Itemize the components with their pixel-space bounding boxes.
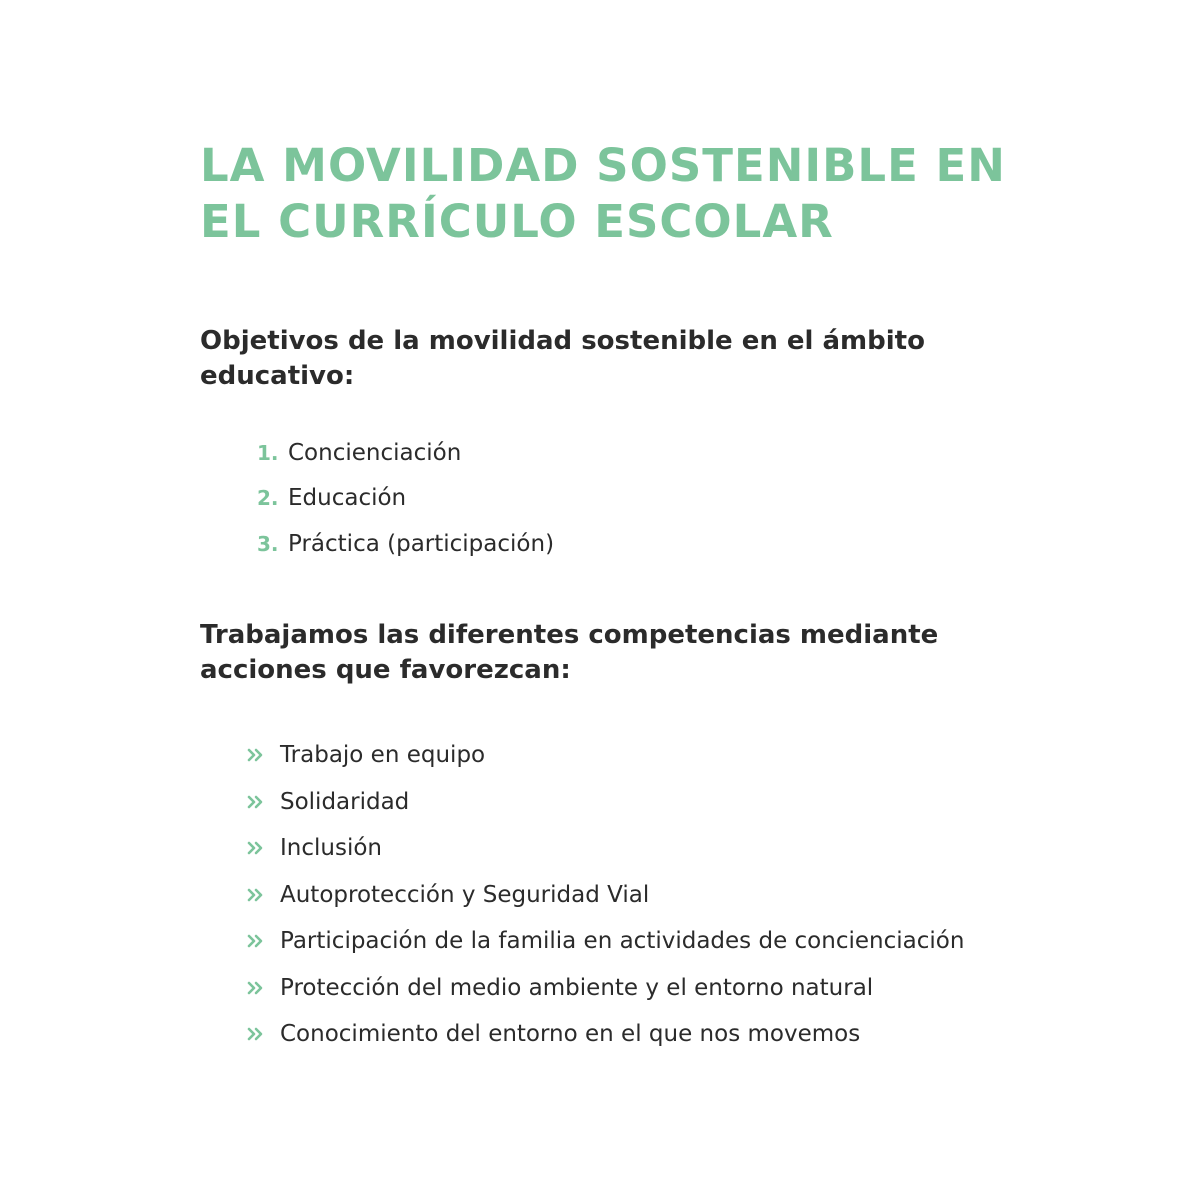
objectives-heading	[200, 324, 1100, 394]
double-chevron-right-icon	[246, 840, 280, 856]
list-item-label: Inclusión	[280, 835, 382, 862]
double-chevron-right-icon	[246, 980, 280, 996]
page-title	[200, 138, 1080, 250]
list-item	[246, 779, 964, 826]
double-chevron-right-icon	[246, 747, 280, 763]
list-item-number: 3.	[257, 531, 279, 556]
list-item-label: Práctica (participación)	[288, 530, 555, 557]
list-item-label: Trabajo en equipo	[280, 742, 486, 769]
competencies-heading-line-1: Trabajamos las diferentes competencias mediante	[200, 620, 939, 650]
competencies-heading-line-2: acciones que favorezcan:	[200, 655, 571, 685]
list-item-label: Solidaridad	[280, 788, 410, 815]
list-item-label: Protección del medio ambiente y el entorno natural	[280, 974, 874, 1001]
competencies-heading	[200, 618, 1100, 688]
list-item-label: Educación	[288, 485, 407, 512]
page-title-line-1: LA MOVILIDAD SOSTENIBLE EN	[200, 139, 1006, 192]
list-item	[246, 872, 964, 919]
list-item-number: 1.	[257, 440, 279, 465]
list-item	[246, 1011, 964, 1058]
double-chevron-right-icon	[246, 1026, 280, 1042]
list-item	[246, 732, 964, 779]
list-item-label: Autoprotección y Seguridad Vial	[280, 881, 650, 908]
list-item	[246, 918, 964, 965]
list-item-label: Participación de la familia en actividades de concienciación	[280, 928, 965, 955]
objectives-heading-line-1: Objetivos de la movilidad sostenible en el ámbito	[200, 326, 925, 356]
list-item	[246, 965, 964, 1012]
objectives-list	[257, 430, 554, 567]
list-item	[257, 430, 554, 476]
double-chevron-right-icon	[246, 887, 280, 903]
double-chevron-right-icon	[246, 794, 280, 810]
list-item-number: 2.	[257, 486, 279, 511]
objectives-heading-line-2: educativo:	[200, 361, 355, 391]
list-item-label: Concienciación	[288, 439, 462, 466]
list-item-label: Conocimiento del entorno en el que nos movemos	[280, 1021, 861, 1048]
list-item	[257, 476, 554, 522]
list-item	[246, 825, 964, 872]
double-chevron-right-icon	[246, 933, 280, 949]
competencies-list	[246, 732, 964, 1058]
page-title-line-2: EL CURRÍCULO ESCOLAR	[200, 195, 834, 248]
list-item	[257, 521, 554, 567]
